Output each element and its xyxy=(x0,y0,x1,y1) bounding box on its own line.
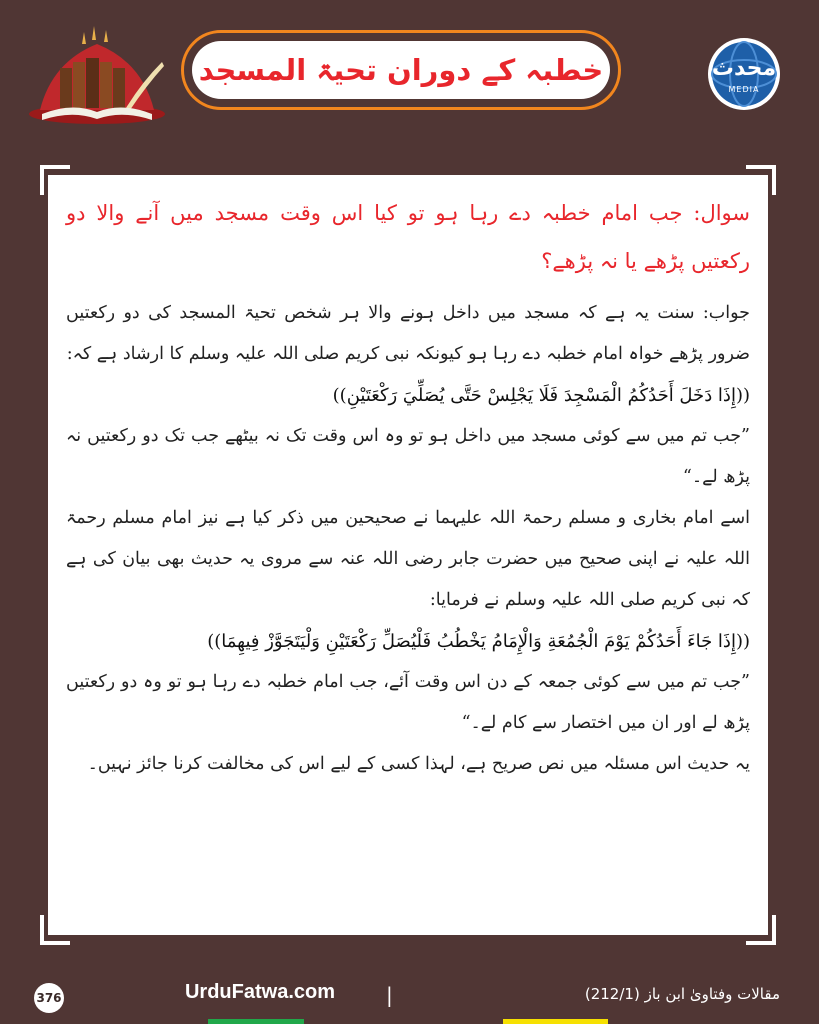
hadith-1-arabic: ((إِذَا دَخَلَ أَحَدُكُمُ الْمَسْجِدَ فَلَا يَجْلِسْ حَتَّى يُصَلِّيَ رَكْعَتَيْنِ)) xyxy=(332,385,750,406)
books-quill-emblem-icon xyxy=(22,22,172,127)
question-text: سوال: جب امام خطبہ دے رہا ہو تو کیا اس وقت مسجد میں آنے والا دو رکعتیں پڑھے یا نہ پڑھے؟ xyxy=(66,201,750,273)
page-title: خطبہ کے دوران تحیۃ المسجد xyxy=(198,53,604,87)
green-accent-bar xyxy=(208,1019,304,1024)
website-link[interactable]: UrduFatwa.com xyxy=(184,981,336,1003)
yellow-accent-bar xyxy=(503,1019,608,1024)
content-card xyxy=(48,175,768,935)
muhaddis-media-logo xyxy=(706,36,782,112)
content-frame xyxy=(40,165,776,945)
hadith-2-arabic: ((إِذَا جَاءَ أَحَدُكُمْ يَوْمَ الْجُمُعَةِ وَالْإِمَامُ يَخْطُبُ فَلْيُصَلِّ رَكْعَتَيْنِ وَلْيَتَجَوَّزْ فِيهِمَا)) xyxy=(207,631,750,652)
book-reference: مقالات وفتاویٰ ابن باز (212/1) xyxy=(584,985,780,1003)
hadith-1-translation: ”جب تم میں سے کوئی مسجد میں داخل ہو تو وہ اس وقت تک نہ بیٹھے جب تک دو رکعتیں نہ پڑھ لے۔“ xyxy=(66,426,750,487)
conclusion-text: یہ حدیث اس مسئلہ میں نص صریح ہے، لہذا کسی کے لیے اس کی مخالفت کرنا جائز نہیں۔ xyxy=(87,754,750,774)
page-number: 376 xyxy=(34,983,64,1013)
logo-subtitle: MEDIA xyxy=(728,85,760,94)
header xyxy=(0,0,819,140)
answer-intro: جواب: سنت یہ ہے کہ مسجد میں داخل ہونے والا ہر شخص تحیۃ المسجد کی دو رکعتیں ضرور پڑھے خواہ امام خطبہ دے رہا ہو کیونکہ نبی کریم صلی اللہ علیہ وسلم کا ارشاد ہے کہ: xyxy=(66,303,750,364)
footer-separator: | xyxy=(386,983,393,1007)
footer xyxy=(0,975,819,1024)
title-banner xyxy=(181,30,621,110)
hadith-2-translation: ”جب تم میں سے کوئی جمعہ کے دن اس وقت آئے، جب امام خطبہ دے رہا ہو تو وہ دو رکعتیں پڑھ لے اور ان میں اختصار سے کام لے۔“ xyxy=(66,672,750,733)
source-paragraph: اسے امام بخاری و مسلم رحمۃ اللہ علیہما نے صحیحین میں ذکر کیا ہے نیز امام مسلم رحمۃ اللہ علیہ نے اپنی صحیح میں حضرت جابر رضی اللہ عنہ سے مروی یہ حدیث بھی بیان کی ہے کہ نبی کریم صلی اللہ علیہ وسلم نے فرمایا: xyxy=(66,508,750,610)
logo-wordmark: محدث xyxy=(711,56,777,81)
